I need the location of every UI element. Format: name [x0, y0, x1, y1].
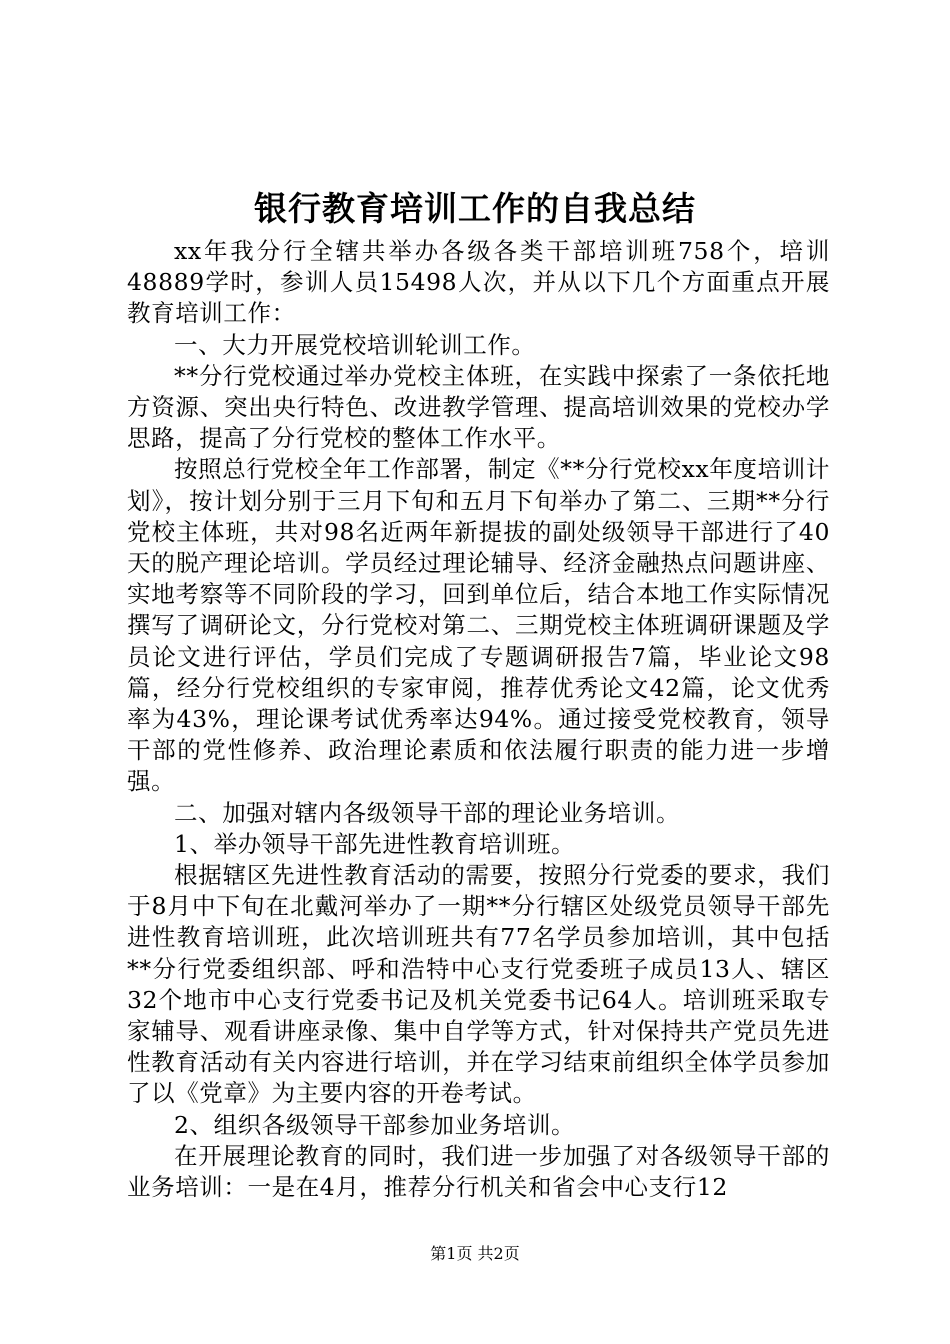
paragraph-education-class: 根据辖区先进性教育活动的需要，按照分行党委的要求，我们于8月中下旬在北戴河举办了一期**分行辖区处级党员领导干部先进性教育培训班，此次培训班共有77名学员参加培训，其中包括**分行党委组织部、呼和浩特中心支行党委班子成员13人、辖区32个地市中心支行党委书记及机关党委书记64人。培训班采取专家辅导、观看讲座录像、集中自学等方式，针对保持共产党员先进性教育活动有关内容进行培训，并在学习结束前组织全体学员参加了以《党章》为主要内容的开卷考试。 [127, 861, 830, 1108]
document-body [127, 236, 830, 1203]
subsection-heading-2: 2、组织各级领导干部参加业务培训。 [174, 1110, 576, 1139]
paragraph-party-school: **分行党校通过举办党校主体班，在实践中探索了一条依托地方资源、突出央行特色、改进教学管理、提高培训效果的党校办学思路，提高了分行党校的整体工作水平。 [127, 361, 830, 453]
page-number: 第1页 共2页 [430, 1244, 520, 1263]
paragraph-business-training: 在开展理论教育的同时，我们进一步加强了对各级领导干部的业务培训：一是在4月，推荐分行机关和省会中心支行12 [127, 1141, 830, 1202]
section-heading-1: 一、大力开展党校培训轮训工作。 [174, 330, 536, 359]
paragraph-intro: xx年我分行全辖共举办各级各类干部培训班758个，培训48889学时，参训人员15498人次，并从以下几个方面重点开展教育培训工作： [127, 237, 830, 328]
document-title: 银行教育培训工作的自我总结 [254, 189, 696, 228]
paragraph-training-plan: 按照总行党校全年工作部署，制定《**分行党校xx年度培训计划》，按计划分别于三月下旬和五月下旬举办了第二、三期**分行党校主体班，共对98名近两年新提拔的副处级领导干部进行了40天的脱产理论培训。学员经过理论辅导、经济金融热点问题讲座、实地考察等不同阶段的学习，回到单位后，结合本地工作实际情况撰写了调研论文，分行党校对第二、三期党校主体班调研课题及学员论文进行评估，学员们完成了专题调研报告7篇，毕业论文98篇，经分行党校组织的专家审阅，推荐优秀论文42篇，论文优秀率为43%，理论课考试优秀率达94%。通过接受党校教育，领导干部的党性修养、政治理论素质和依法履行职责的能力进一步增强。 [127, 455, 830, 796]
subsection-heading-1: 1、举办领导干部先进性教育培训班。 [174, 829, 576, 858]
section-heading-2: 二、加强对辖内各级领导干部的理论业务培训。 [174, 798, 681, 827]
